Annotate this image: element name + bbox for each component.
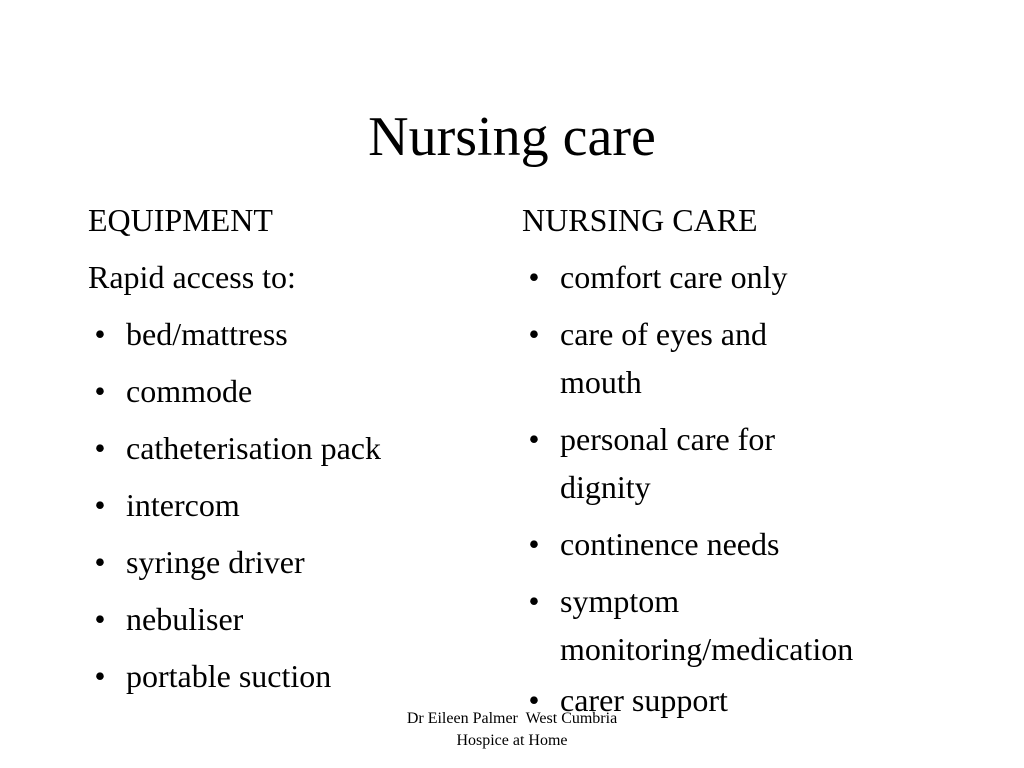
bullet-icon: •: [94, 373, 106, 409]
list-item: [88, 367, 478, 415]
bullet-icon: •: [528, 259, 540, 295]
list-item-text: bed/mattress: [126, 316, 288, 352]
list-item-text: carer support: [560, 682, 728, 718]
list-item-text: portable suction: [126, 658, 332, 694]
list-item-text: care of eyes and mouth: [560, 316, 767, 400]
list-item: [88, 424, 478, 472]
list-item: [88, 595, 478, 643]
equipment-column: [88, 196, 478, 709]
list-item: [522, 520, 942, 568]
list-item: [88, 481, 478, 529]
bullet-icon: •: [94, 544, 106, 580]
bullet-icon: •: [528, 526, 540, 562]
list-item-text: syringe driver: [126, 544, 305, 580]
bullet-icon: •: [528, 682, 540, 718]
list-item: [522, 310, 850, 406]
bullet-icon: •: [94, 316, 106, 352]
list-item-text: symptom monitoring/medication: [560, 583, 854, 667]
list-item: [88, 652, 478, 700]
bullet-icon: •: [528, 583, 540, 619]
list-item-text: nebuliser: [126, 601, 244, 637]
nursing-care-heading: NURSING CARE: [522, 202, 758, 238]
list-item: [522, 253, 942, 301]
bullet-icon: •: [94, 487, 106, 523]
equipment-heading: EQUIPMENT: [88, 202, 273, 238]
list-item-text: commode: [126, 373, 253, 409]
list-item: [88, 310, 478, 358]
list-item-text: comfort care only: [560, 259, 788, 295]
bullet-icon: •: [94, 430, 106, 466]
list-item-text: personal care for dignity: [560, 421, 775, 505]
bullet-icon: •: [94, 601, 106, 637]
footer-line-author: Dr Eileen Palmer West Cumbria: [406, 710, 618, 727]
slide-footer: [342, 708, 682, 752]
equipment-intro: Rapid access to:: [88, 259, 296, 295]
list-item-text: intercom: [126, 487, 240, 523]
nursing-care-list: [522, 253, 942, 724]
footer-line-organisation: Hospice at Home: [456, 732, 568, 749]
list-item-text: catheterisation pack: [126, 430, 381, 466]
bullet-icon: •: [528, 421, 540, 457]
slide-title: Nursing care: [368, 106, 656, 168]
list-item: [522, 577, 970, 673]
list-item: [522, 415, 860, 511]
bullet-icon: •: [528, 316, 540, 352]
nursing-care-column: [522, 196, 942, 733]
equipment-list: [88, 310, 478, 700]
bullet-icon: •: [94, 658, 106, 694]
list-item-text: continence needs: [560, 526, 780, 562]
list-item: [88, 538, 478, 586]
